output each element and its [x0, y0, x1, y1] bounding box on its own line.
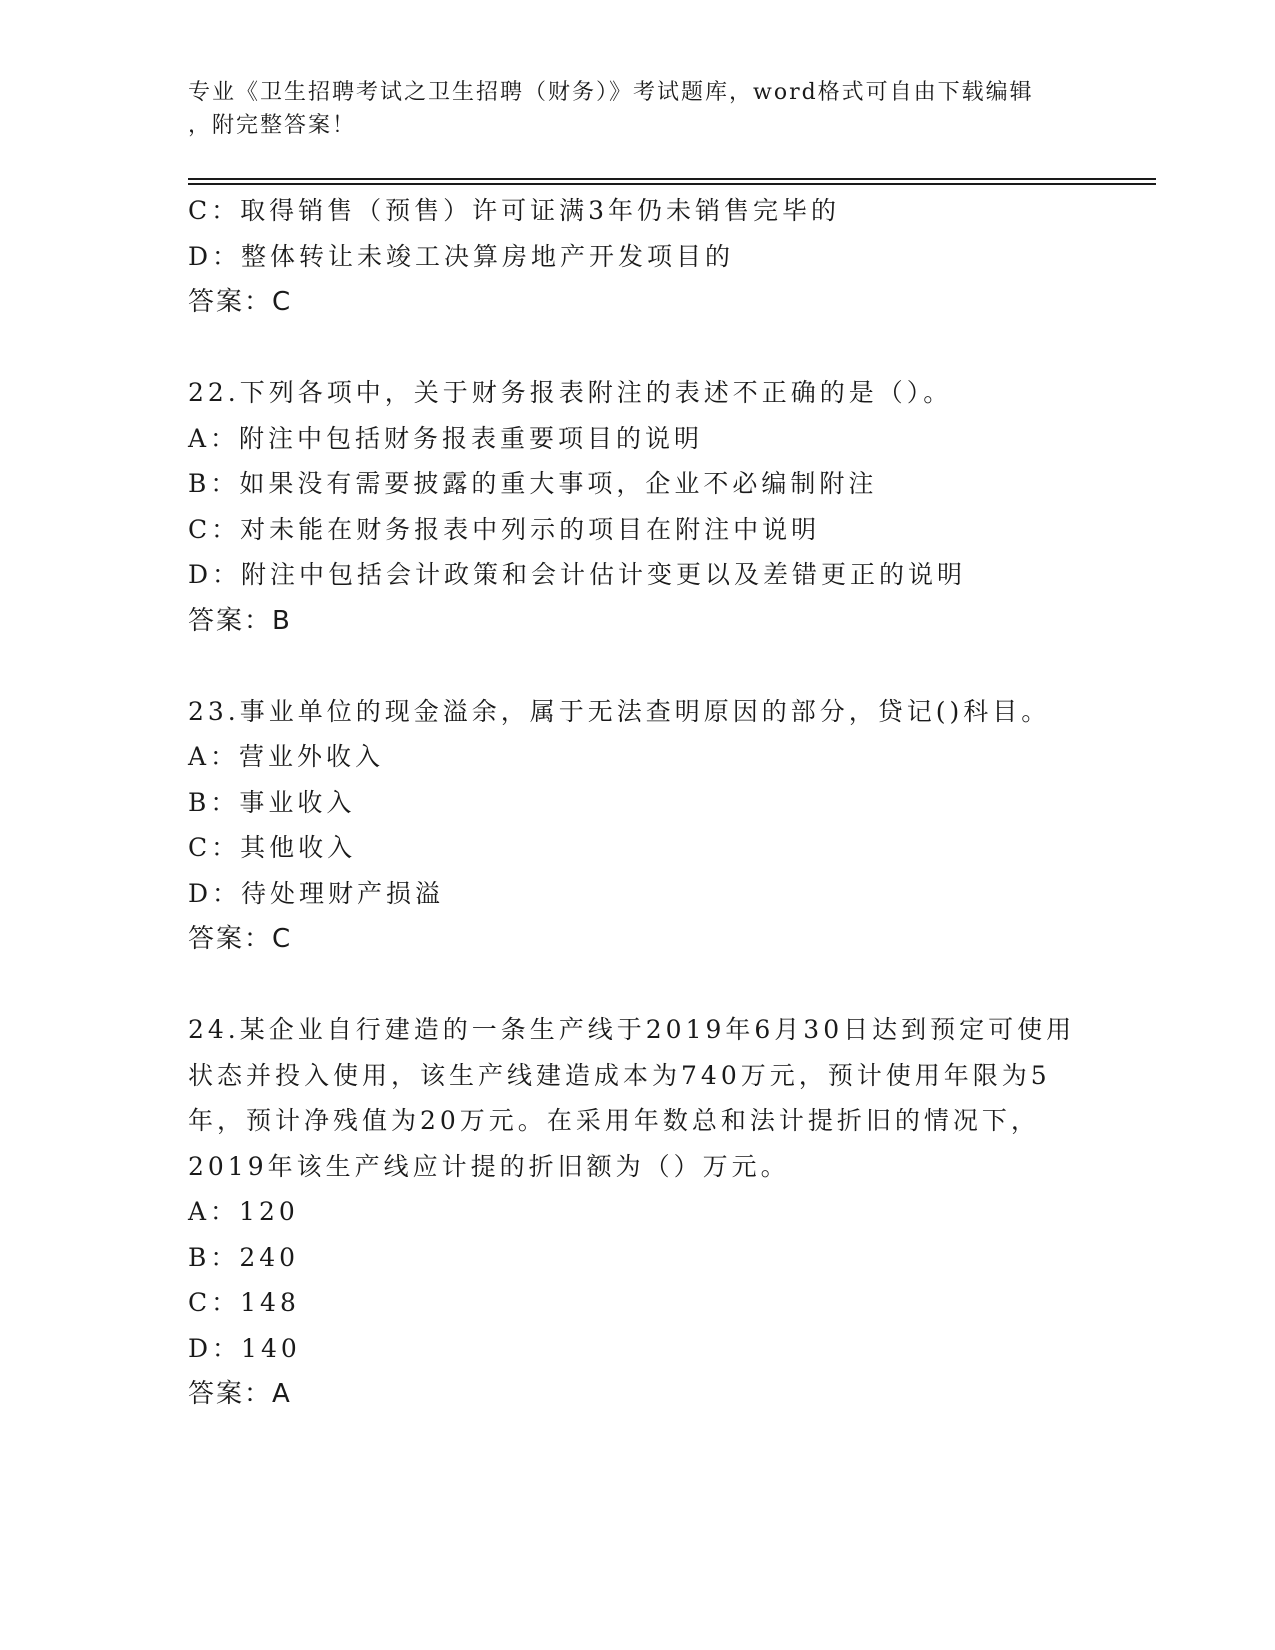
- question-list: [188, 188, 1088, 1417]
- q24-question-line-1: 24.某企业自行建造的一条生产线于2019年6月30日达到预定可使用: [188, 1015, 1076, 1044]
- question-23: [188, 689, 1088, 963]
- document-header: [188, 76, 1088, 142]
- header-title-line-1: 专业《卫生招聘考试之卫生招聘（财务）》考试题库，word格式可自由下载编辑: [188, 80, 1034, 105]
- spacer: [188, 325, 1088, 370]
- q21-option-c: C：取得销售（预售）许可证满3年仍未销售完毕的: [188, 196, 841, 225]
- q24-option-b: B：240: [188, 1242, 300, 1272]
- question-24: [188, 1007, 1088, 1417]
- q23-option-a: A：营业外收入: [188, 742, 385, 771]
- q24-question-line-3: 年，预计净残值为20万元。在采用年数总和法计提折旧的情况下，: [188, 1106, 1040, 1135]
- question-21-partial: [188, 188, 1088, 325]
- q24-option-d: D：140: [188, 1333, 301, 1363]
- q23-option-c: C：其他收入: [188, 833, 357, 862]
- header-divider-top: [188, 178, 1156, 180]
- q24-question-line-4: 2019年该生产线应计提的折旧额为（）万元。: [188, 1151, 790, 1181]
- q22-option-b: B：如果没有需要披露的重大事项，企业不必编制附注: [188, 469, 878, 498]
- q22-option-d: D：附注中包括会计政策和会计估计变更以及差错更正的说明: [188, 560, 967, 589]
- q23-question: 23.事业单位的现金溢余，属于无法查明原因的部分，贷记()科目。: [188, 696, 1051, 726]
- q24-answer: 答案：A: [188, 1379, 292, 1409]
- q21-option-d: D：整体转让未竣工决算房地产开发项目的: [188, 241, 735, 271]
- q22-option-c: C：对未能在财务报表中列示的项目在附注中说明: [188, 514, 821, 544]
- header-title-line-2: ，附完整答案！: [188, 113, 357, 138]
- header-divider-bottom: [188, 183, 1156, 185]
- q23-option-b: B：事业收入: [188, 787, 356, 817]
- q22-option-a: A：附注中包括财务报表重要项目的说明: [188, 423, 704, 453]
- q23-option-d: D：待处理财产损溢: [188, 878, 445, 908]
- spacer: [188, 962, 1088, 1007]
- q24-option-c: C：148: [188, 1288, 300, 1317]
- question-22: [188, 370, 1088, 644]
- q23-answer: 答案：C: [188, 924, 293, 954]
- spacer: [188, 644, 1088, 689]
- q24-option-a: A：120: [188, 1197, 299, 1226]
- q21-answer: 答案：C: [188, 287, 293, 317]
- q24-question-line-2: 状态并投入使用，该生产线建造成本为740万元，预计使用年限为5: [188, 1060, 1051, 1090]
- q22-question: 22.下列各项中，关于财务报表附注的表述不正确的是（）。: [188, 378, 953, 407]
- q22-answer: 答案：B: [188, 605, 292, 636]
